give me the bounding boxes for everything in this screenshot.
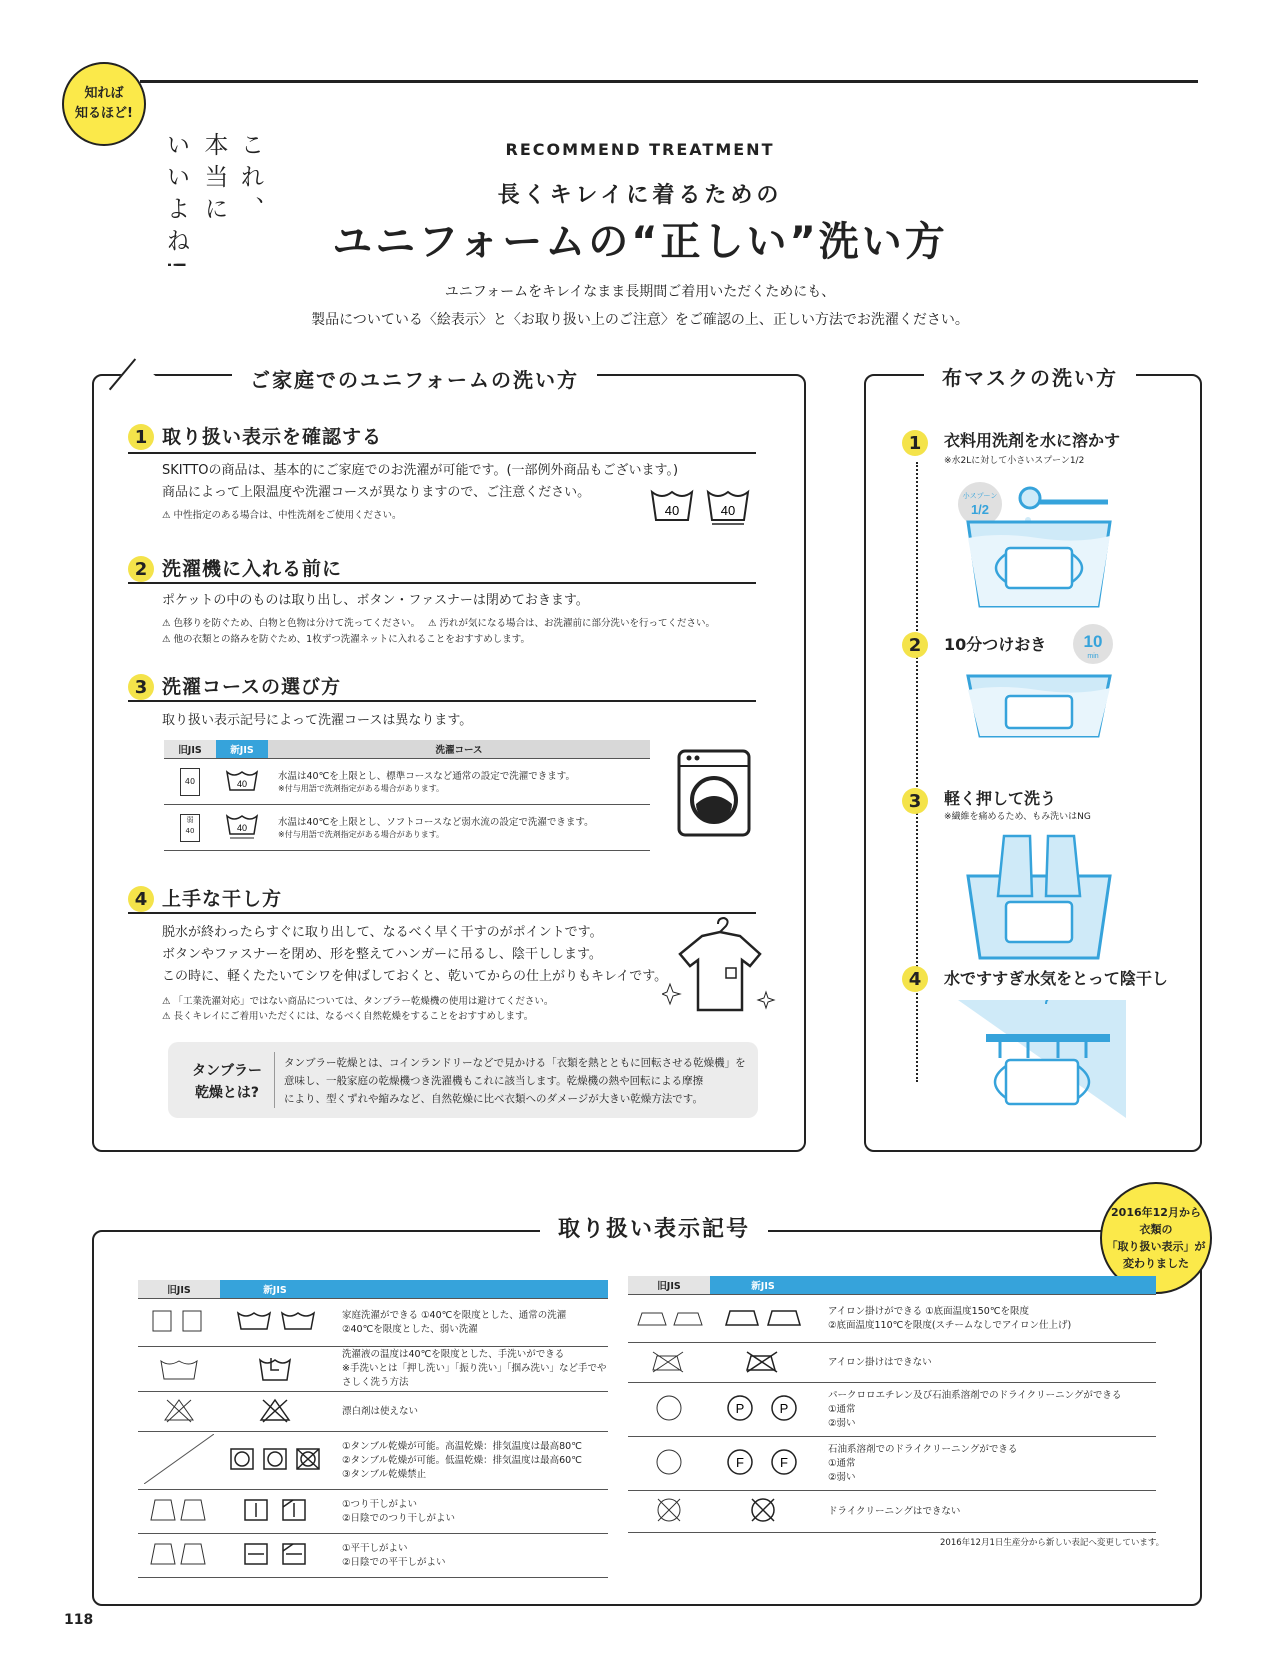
row-text: ①平干しがよい ②日陰での平干しがよい — [330, 1534, 608, 1578]
row-text: 漂白剤は使えない — [330, 1392, 608, 1432]
step-title: 上手な干し方 — [162, 888, 283, 910]
tumbler-text: タンブラー乾燥とは、コインランドリーなどで見かける「衣類を熱とともに回転させる乾燥機」を 意味し、一般家庭の乾燥機つき洗濯機もこれに該当します。乾燥機の熱や回転による摩擦 により、型くずれや縮みなど、自然乾燥に比べ衣類へのダメージが大きい乾燥方法です。 — [284, 1057, 746, 1105]
mask-step-title: 10分つけおき — [944, 635, 1047, 654]
step-note: ⚠ 「工業洗濯対応」ではない商品については、タンブラー乾燥機の使用は避けてください。 — [162, 996, 554, 1007]
row-sub: ※付与用語で洗剤指定がある場合があります。 — [278, 829, 445, 839]
step-title: 洗濯機に入れる前に — [162, 558, 343, 580]
row-text: 水温は40℃を上限とし、ソフトコースなど弱水流の設定で洗濯できます。 — [278, 816, 594, 828]
table-row — [138, 1347, 608, 1392]
dry-clean-old-icon — [654, 1393, 684, 1423]
old-wash-icon — [149, 1309, 209, 1333]
mask-wash-heading: 布マスクの洗い方 — [924, 362, 1136, 391]
step-rule — [128, 452, 756, 454]
mask-step-note: ※水2Lに対して小さいスプーン1/2 — [944, 456, 1085, 466]
mask-step-number: 4 — [902, 966, 928, 992]
table-row — [628, 1295, 1156, 1343]
mask-step-number: 2 — [902, 632, 928, 658]
no-dry-clean-old-icon — [654, 1495, 684, 1525]
flat-dry-old-icon — [149, 1540, 209, 1568]
old-wash-icon: 40 — [180, 768, 200, 796]
row-text: ドライクリーニングはできない — [816, 1491, 1156, 1533]
vertical-text-3: いいよね! — [162, 132, 190, 278]
symbols-table-left — [138, 1280, 608, 1578]
step-note: ⚠ 中性指定のある場合は、中性洗剤をご使用ください。 — [162, 510, 402, 521]
mask-step-note: ※繊維を痛めるため、もみ洗いはNG — [944, 812, 1091, 822]
hand-wash-icon — [257, 1354, 293, 1382]
tub-label: 40 — [720, 503, 736, 518]
course-table — [164, 740, 650, 851]
row-text: アイロン掛けができる ①底面温度150℃を限度 ②底面温度110℃を限度(スチームなしでアイロン仕上げ) — [816, 1295, 1156, 1343]
col-new: 新JIS — [220, 1280, 330, 1299]
hang-dry-old-icon — [149, 1496, 209, 1524]
top-rule — [140, 80, 1198, 83]
step-note: ⚠ 長くキレイにご着用いただくには、なるべく自然乾燥をすることをおすすめします。 — [162, 1011, 534, 1022]
col-old: 旧JIS — [138, 1280, 220, 1299]
step-number: 3 — [128, 674, 154, 700]
intro-text: ユニフォームをキレイなまま長期間ご着用いただくためにも、 製品についている〈絵表示〉と〈お取り扱い上のご注意〉をご確認の上、正しい方法でお洗濯ください。 — [311, 284, 969, 328]
no-dry-clean-icon — [748, 1495, 778, 1525]
step-title: 洗濯コースの選び方 — [162, 676, 342, 698]
col-desc — [816, 1276, 1156, 1295]
soaking-basin-icon — [958, 624, 1120, 740]
washing-machine-icon — [676, 748, 752, 840]
svg-text:F: F — [780, 1455, 788, 1470]
symbols-table-right — [628, 1276, 1156, 1533]
page-number: 118 — [64, 1612, 94, 1628]
diagonal-empty-icon — [144, 1434, 214, 1484]
step-rule — [128, 582, 756, 584]
table-row — [164, 759, 650, 805]
subtitle: 長くキレイに着るための — [497, 183, 783, 208]
step-body: SKITTOの商品は、基本的にご家庭でのお洗濯が可能です。(一部例外商品もございます。) 商品によって上限温度や洗濯コースが異なりますので、ご注意ください。 — [162, 463, 679, 500]
dry-clean-old-icon — [654, 1447, 684, 1477]
timer-unit: min — [1087, 653, 1099, 660]
timer-value: 10 — [1083, 632, 1103, 651]
svg-text:40: 40 — [236, 779, 248, 789]
step-body: 取り扱い表示記号によって洗濯コースは異なります。 — [162, 713, 473, 728]
row-text: アイロン掛けはできない — [816, 1343, 1156, 1383]
no-bleach-old-icon — [161, 1396, 197, 1424]
step-note: ⚠ 他の衣類との絡みを防ぐため、1枚ずつ洗濯ネットに入れることをおすすめします。 — [162, 634, 531, 645]
step-body: 脱水が終わったらすぐに取り出して、なるべく早く干すのがポイントです。 ボタンやファスナーを閉め、形を整えてハンガーに吊るし、陰干しします。 この時に、軽くたたいてシワを伸ばしておくと、乾いてからの仕上がりもキレイです。 — [162, 925, 668, 984]
pressing-basin-icon — [958, 830, 1120, 962]
row-text: 石油系溶剤でのドライクリーニングができる ①通常 ②弱い — [816, 1437, 1156, 1491]
row-text: 水温は40℃を上限とし、標準コースなど通常の設定で洗濯できます。 — [278, 770, 576, 782]
no-iron-icon — [743, 1348, 783, 1374]
row-text: 家庭洗濯ができる ①40℃を限度とした、通常の洗濯 ②40℃を限度とした、弱い洗濯 — [330, 1299, 608, 1347]
spoon-value: 1/2 — [970, 502, 990, 517]
tumbler-label: タンブラー 乾燥とは? — [192, 1063, 262, 1101]
table-row — [138, 1299, 608, 1347]
shirt-on-hanger-icon — [662, 914, 780, 1018]
detergent-basin-icon — [958, 476, 1120, 612]
step-number: 2 — [128, 556, 154, 582]
step-body: ポケットの中のものは取り出し、ボタン・ファスナーは閉めておきます。 — [162, 593, 589, 608]
table-row — [138, 1490, 608, 1534]
no-iron-old-icon — [649, 1348, 689, 1374]
old-wash-icon: 弱 40 — [180, 814, 200, 842]
col-course: 洗濯コース — [268, 740, 650, 759]
svg-text:P: P — [735, 1401, 745, 1416]
step-rule — [128, 700, 756, 702]
row-sub: ※付与用語で洗剤指定がある場合があります。 — [278, 783, 445, 793]
svg-text:40: 40 — [236, 823, 248, 833]
table-row — [628, 1437, 1156, 1491]
table-row — [628, 1343, 1156, 1383]
step-title: 取り扱い表示を確認する — [162, 426, 383, 448]
mask-step-title: 衣料用洗剤を水に溶かす — [944, 431, 1121, 450]
col-new: 新JIS — [216, 740, 268, 759]
tumble-dry-icon — [227, 1446, 323, 1472]
step-note: ⚠ 汚れが気になる場合は、お洗濯前に部分洗いを行ってください。 — [428, 618, 716, 629]
vertical-text-2: 本当に — [200, 132, 228, 228]
table-row — [138, 1432, 608, 1490]
dry-clean-p-icon — [718, 1393, 808, 1423]
row-text: 洗濯液の温度は40℃を限度とした、手洗いができる ※手洗いとは「押し洗い」「振り洗い」「掴み洗い」など手でやさしく洗う方法 — [330, 1347, 608, 1392]
table-row — [628, 1491, 1156, 1533]
kicker: RECOMMEND TREATMENT — [505, 140, 775, 159]
mask-step-title: 水ですすぎ水気をとって陰干し — [944, 969, 1168, 988]
flat-dry-icon — [235, 1541, 315, 1567]
symbols-footnote: 2016年12月1日生産分から新しい表記へ変更しています。 — [940, 1538, 1165, 1548]
vertical-text-1: これ、 — [236, 132, 264, 228]
dry-clean-f-icon — [718, 1447, 808, 1477]
table-row — [628, 1383, 1156, 1437]
col-new: 新JIS — [710, 1276, 816, 1295]
tumbler-divider — [274, 1052, 275, 1108]
mask-step-number: 3 — [902, 788, 928, 814]
row-text: パークロロエチレン及び石油系溶剤でのドライクリーニングができる ①通常 ②弱い — [816, 1383, 1156, 1437]
hand-wash-old-icon — [157, 1355, 201, 1381]
mask-step-number: 1 — [902, 430, 928, 456]
spoon-label: 小スプーン — [962, 493, 998, 500]
wash-tub-icon — [648, 486, 758, 526]
wash-tub-icon — [225, 768, 259, 792]
svg-text:P: P — [779, 1401, 789, 1416]
iron-icon — [718, 1305, 808, 1329]
wash-tub-icon — [225, 812, 259, 840]
col-old: 旧JIS — [628, 1276, 710, 1295]
step-note: ⚠ 色移りを防ぐため、白物と色物は分けて洗ってください。 — [162, 618, 421, 629]
know-badge: 知れば 知るほど! — [62, 62, 146, 146]
no-bleach-icon — [257, 1396, 293, 1424]
home-wash-heading: ご家庭でのユニフォームの洗い方 — [232, 364, 597, 393]
step-number: 4 — [128, 886, 154, 912]
table-row — [164, 805, 650, 851]
mask-step-title: 軽く押して洗う — [944, 789, 1057, 808]
col-desc — [330, 1280, 608, 1299]
line-dry-icon — [235, 1497, 315, 1523]
change-notice-badge: 2016年12月から 衣類の 「取り扱い表示」が 変わりました — [1100, 1182, 1212, 1294]
page-title: ユニフォームの“正しい”洗い方 — [332, 219, 948, 265]
table-row — [138, 1534, 608, 1578]
col-old: 旧JIS — [164, 740, 216, 759]
row-text: ①つり干しがよい ②日陰でのつり干しがよい — [330, 1490, 608, 1534]
tub-label: 40 — [664, 503, 680, 518]
row-text: ①タンブル乾燥が可能。高温乾燥：排気温度は最高80℃ ②タンブル乾燥が可能。低温乾燥：排気温度は最高60℃ ③タンブル乾燥禁止 — [330, 1432, 608, 1490]
table-row — [138, 1392, 608, 1432]
wash-tub-icon — [230, 1309, 320, 1333]
iron-old-icon — [634, 1305, 704, 1329]
svg-text:F: F — [736, 1455, 744, 1470]
symbols-heading: 取り扱い表示記号 — [540, 1212, 768, 1243]
step-number: 1 — [128, 424, 154, 450]
drying-mask-icon — [958, 1000, 1126, 1118]
